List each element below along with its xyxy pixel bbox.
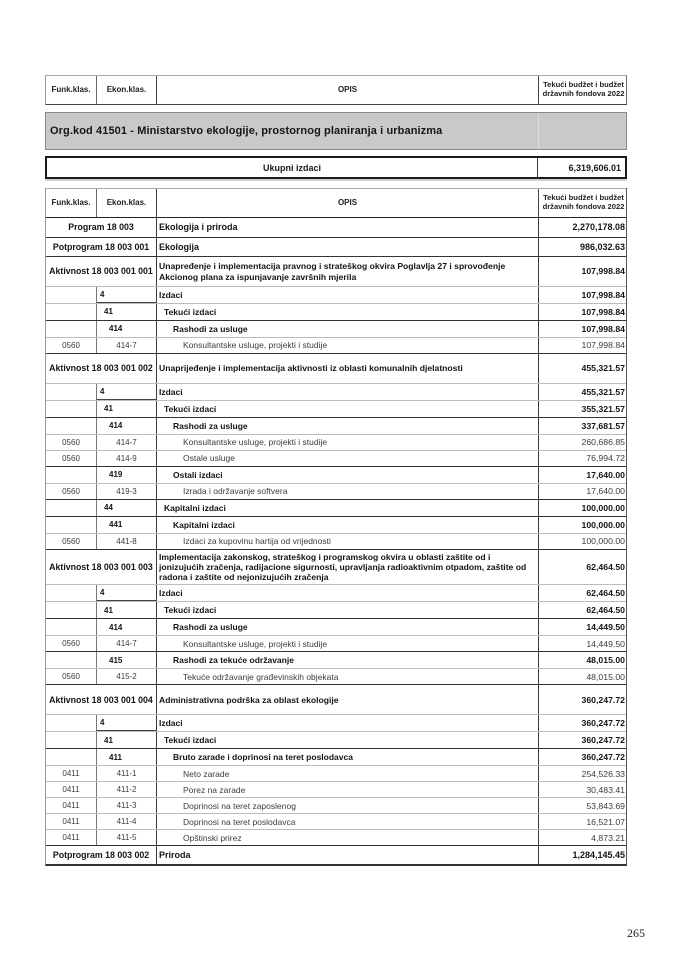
- ekon-klas-cell: 41: [96, 304, 156, 320]
- ekon-klas-cell: 4: [96, 585, 156, 601]
- table-row: [46, 813, 626, 829]
- ekon-klas-cell: 44: [96, 500, 156, 516]
- table-row: [46, 383, 626, 400]
- amount-cell: 53,843.69: [538, 798, 628, 813]
- table-row: [46, 483, 626, 499]
- opis-cell: Doprinosi na teret poslodavca: [156, 814, 538, 829]
- amount-cell: 355,321.57: [538, 401, 628, 417]
- ekon-klas-cell: 414-7: [96, 435, 156, 450]
- main-budget-table: [45, 188, 627, 866]
- opis-cell: Izdaci: [156, 585, 538, 601]
- table-row: [46, 684, 626, 714]
- program-code-cell: Program 18 003: [68, 222, 134, 233]
- ekon-klas-cell: 414-7: [96, 636, 156, 651]
- table-row: [46, 635, 626, 651]
- amount-cell: 455,321.57: [538, 354, 628, 383]
- funk-klas-cell: [46, 418, 96, 434]
- ekon-klas-cell: 4: [96, 384, 156, 400]
- funk-klas-cell: [46, 652, 96, 668]
- amount-cell: 17,640.00: [538, 467, 628, 483]
- amount-cell: 100,000.00: [538, 517, 628, 533]
- amount-cell: 455,321.57: [538, 384, 628, 400]
- table-row: [46, 466, 626, 483]
- amount-cell: 107,998.84: [538, 321, 628, 337]
- table-row: [46, 748, 626, 765]
- main-table-body: [46, 218, 626, 864]
- table-row: [46, 400, 626, 417]
- total-expenditure-row: [45, 156, 627, 179]
- amount-cell: 16,521.07: [538, 814, 628, 829]
- total-amount: 6,319,606.01: [537, 158, 625, 177]
- table-row: [46, 668, 626, 684]
- funk-klas-header: Funk.klas.: [51, 85, 91, 95]
- funk-klas-cell: [46, 304, 96, 320]
- main-table-header: [46, 188, 626, 218]
- table-row: [46, 303, 626, 320]
- ekon-klas-cell: 414: [96, 418, 156, 434]
- ekon-klas-cell: 41: [96, 732, 156, 748]
- opis-cell: Konsultantske usluge, projekti i studije: [156, 435, 538, 450]
- amount-cell: 337,681.57: [538, 418, 628, 434]
- ekon-klas-cell: 411: [96, 749, 156, 765]
- opis-cell: Bruto zarade i doprinosi na teret poslodavca: [156, 749, 538, 765]
- amount-cell: 360,247.72: [538, 685, 628, 714]
- opis-cell: Porez na zarade: [156, 782, 538, 797]
- table-row: [46, 765, 626, 781]
- opis-cell: Ekologija: [156, 238, 538, 256]
- opis-header: OPIS: [156, 189, 538, 217]
- funk-klas-cell: [46, 749, 96, 765]
- amount-cell: 107,998.84: [538, 257, 628, 286]
- amount-cell: 14,449.50: [538, 619, 628, 635]
- opis-cell: Izrada i održavanje softvera: [156, 484, 538, 499]
- table-row: [46, 286, 626, 303]
- ekon-klas-cell: 415-2: [96, 669, 156, 684]
- table-row: [46, 549, 626, 584]
- opis-cell: Konsultantske usluge, projekti i studije: [156, 636, 538, 651]
- ekon-klas-cell: 415: [96, 652, 156, 668]
- amount-cell: 360,247.72: [538, 715, 628, 731]
- table-row: [46, 353, 626, 383]
- ekon-klas-header: Ekon.klas.: [96, 189, 156, 217]
- amount-cell: 260,686.85: [538, 435, 628, 450]
- funk-klas-cell: 0411: [62, 801, 80, 811]
- ekon-klas-cell: 441: [96, 517, 156, 533]
- opis-cell: Priroda: [156, 846, 538, 864]
- funk-klas-cell: [46, 602, 96, 618]
- funk-klas-cell: 0411: [62, 833, 80, 843]
- amount-cell: 100,000.00: [538, 500, 628, 516]
- funk-klas-cell: 0560: [62, 639, 80, 649]
- amount-cell: 62,464.50: [538, 602, 628, 618]
- amount-cell: 254,526.33: [538, 766, 628, 781]
- ekon-klas-cell: 414: [96, 321, 156, 337]
- program-code-cell: Aktivnost 18 003 001 001: [49, 266, 153, 277]
- table-row: [46, 714, 626, 731]
- funk-klas-cell: 0560: [62, 486, 80, 496]
- ekon-klas-cell: 41: [96, 602, 156, 618]
- funk-klas-cell: [46, 732, 96, 748]
- opis-cell: Tekući izdaci: [156, 401, 538, 417]
- funk-klas-cell: 0560: [62, 536, 80, 546]
- amount-cell: 14,449.50: [538, 636, 628, 651]
- table-row: [46, 797, 626, 813]
- amount-cell: 30,483.41: [538, 782, 628, 797]
- ekon-klas-cell: 411-2: [96, 782, 156, 797]
- ekon-klas-header: Ekon.klas.: [96, 76, 156, 104]
- opis-cell: Administrativna podrška za oblast ekologije: [156, 685, 538, 714]
- table-row: [46, 337, 626, 353]
- opis-cell: Ostale usluge: [156, 451, 538, 466]
- total-label: Ukupni izdaci: [262, 162, 321, 173]
- top-column-header: [45, 75, 627, 105]
- program-code-cell: Potprogram 18 003 002: [52, 850, 150, 861]
- ekon-klas-cell: 41: [96, 401, 156, 417]
- ekon-klas-cell: 414-7: [96, 338, 156, 353]
- table-row: [46, 237, 626, 256]
- opis-cell: Ekologija i priroda: [156, 218, 538, 237]
- funk-klas-cell: 0560: [62, 340, 80, 350]
- table-row: [46, 781, 626, 797]
- opis-cell: Neto zarade: [156, 766, 538, 781]
- opis-cell: Izdaci: [156, 384, 538, 400]
- page-number: 265: [627, 926, 645, 940]
- opis-cell: Kapitalni izdaci: [156, 517, 538, 533]
- opis-cell: Opštinski prirez: [156, 830, 538, 845]
- opis-cell: Doprinosi na teret zaposlenog: [156, 798, 538, 813]
- table-row: [46, 731, 626, 748]
- opis-cell: Unaprijeđenje i implementacija aktivnosti iz oblasti komunalnih djelatnosti: [156, 354, 538, 383]
- org-banner-title: Org.kod 41501 - Ministarstvo ekologije, prostornog planiranja i urbanizma: [50, 125, 443, 137]
- funk-klas-cell: 0411: [62, 769, 80, 779]
- amount-cell: 986,032.63: [538, 238, 628, 256]
- ekon-klas-cell: 441-8: [96, 534, 156, 549]
- table-row: [46, 618, 626, 635]
- funk-klas-cell: [46, 619, 96, 635]
- ekon-klas-cell: 411-4: [96, 814, 156, 829]
- amount-cell: 107,998.84: [538, 287, 628, 303]
- opis-cell: Izdaci: [156, 715, 538, 731]
- funk-klas-header: Funk.klas.: [51, 198, 91, 208]
- opis-cell: Implementacija zakonskog, strateškog i programskog okvira u oblasti zaštite od i jonizujućih zračenja, radijacione sigurnosti, upravljanja radioaktivnim otpadom, zaštite od radona i zaštite od nejonizujućih zračenja: [156, 550, 538, 584]
- table-row: [46, 584, 626, 601]
- opis-cell: Kapitalni izdaci: [156, 500, 538, 516]
- amount-cell: 4,873.21: [538, 830, 628, 845]
- funk-klas-cell: [46, 384, 96, 400]
- amount-cell: 76,994.72: [538, 451, 628, 466]
- funk-klas-cell: [46, 287, 96, 303]
- funk-klas-cell: [46, 321, 96, 337]
- funk-klas-cell: [46, 401, 96, 417]
- opis-cell: Rashodi za tekuće održavanje: [156, 652, 538, 668]
- ekon-klas-cell: 419-3: [96, 484, 156, 499]
- amount-cell: 2,270,178.08: [538, 218, 628, 237]
- opis-header: OPIS: [156, 76, 538, 104]
- opis-cell: Izdaci za kupovinu hartija od vrijednosti: [156, 534, 538, 549]
- table-row: [46, 533, 626, 549]
- funk-klas-cell: 0411: [62, 817, 80, 827]
- amount-cell: 48,015.00: [538, 652, 628, 668]
- funk-klas-cell: [46, 585, 96, 601]
- ekon-klas-cell: 4: [96, 715, 156, 731]
- funk-klas-cell: 0560: [62, 437, 80, 447]
- amount-cell: 360,247.72: [538, 732, 628, 748]
- opis-cell: Tekući izdaci: [156, 304, 538, 320]
- table-row: [46, 516, 626, 533]
- ekon-klas-cell: 411-1: [96, 766, 156, 781]
- funk-klas-cell: 0411: [62, 785, 80, 795]
- amount-cell: 62,464.50: [538, 585, 628, 601]
- amount-cell: 107,998.84: [538, 338, 628, 353]
- opis-cell: Rashodi za usluge: [156, 418, 538, 434]
- table-row: [46, 499, 626, 516]
- program-code-cell: Potprogram 18 003 001: [52, 241, 150, 252]
- opis-cell: Rashodi za usluge: [156, 619, 538, 635]
- opis-cell: Unapređenje i implementacija pravnog i strateškog okvira Poglavlja 27 i sprovođenje Akcionog plana za ispunjavanje završnih mjerila: [156, 257, 538, 286]
- table-row: [46, 256, 626, 286]
- amount-cell: 17,640.00: [538, 484, 628, 499]
- table-row: [46, 845, 626, 864]
- budget-2022-header: Tekući budžet i budžet državnih fondova 2022: [538, 189, 628, 217]
- table-row: [46, 434, 626, 450]
- funk-klas-cell: 0560: [62, 672, 80, 682]
- funk-klas-cell: [46, 715, 96, 731]
- opis-cell: Rashodi za usluge: [156, 321, 538, 337]
- amount-cell: 360,247.72: [538, 749, 628, 765]
- ekon-klas-cell: 414: [96, 619, 156, 635]
- ekon-klas-cell: 4: [96, 287, 156, 303]
- funk-klas-cell: 0560: [62, 453, 80, 463]
- table-row: [46, 450, 626, 466]
- ekon-klas-cell: 419: [96, 467, 156, 483]
- table-row: [46, 601, 626, 618]
- program-code-cell: Aktivnost 18 003 001 003: [49, 562, 153, 573]
- table-row: [46, 417, 626, 434]
- opis-cell: Tekuće održavanje građevinskih objekata: [156, 669, 538, 684]
- program-code-cell: Aktivnost 18 003 001 004: [49, 694, 153, 705]
- org-banner: [45, 112, 627, 150]
- amount-cell: 107,998.84: [538, 304, 628, 320]
- banner-column-divider: [538, 113, 539, 149]
- amount-cell: 48,015.00: [538, 669, 628, 684]
- table-row: [46, 651, 626, 668]
- opis-cell: Konsultantske usluge, projekti i studije: [156, 338, 538, 353]
- funk-klas-cell: [46, 500, 96, 516]
- amount-cell: 62,464.50: [538, 550, 628, 584]
- amount-cell: 100,000.00: [538, 534, 628, 549]
- opis-cell: Tekući izdaci: [156, 732, 538, 748]
- ekon-klas-cell: 411-5: [96, 830, 156, 845]
- ekon-klas-cell: 411-3: [96, 798, 156, 813]
- opis-cell: Tekući izdaci: [156, 602, 538, 618]
- amount-cell: 1,284,145.45: [538, 846, 628, 864]
- funk-klas-cell: [46, 467, 96, 483]
- budget-2022-header: Tekući budžet i budžet državnih fondova 2022: [538, 76, 628, 104]
- table-row: [46, 218, 626, 237]
- opis-cell: Izdaci: [156, 287, 538, 303]
- opis-cell: Ostali izdaci: [156, 467, 538, 483]
- ekon-klas-cell: 414-9: [96, 451, 156, 466]
- table-row: [46, 320, 626, 337]
- page-content: [45, 75, 627, 866]
- funk-klas-cell: [46, 517, 96, 533]
- program-code-cell: Aktivnost 18 003 001 002: [49, 363, 153, 374]
- table-row: [46, 829, 626, 845]
